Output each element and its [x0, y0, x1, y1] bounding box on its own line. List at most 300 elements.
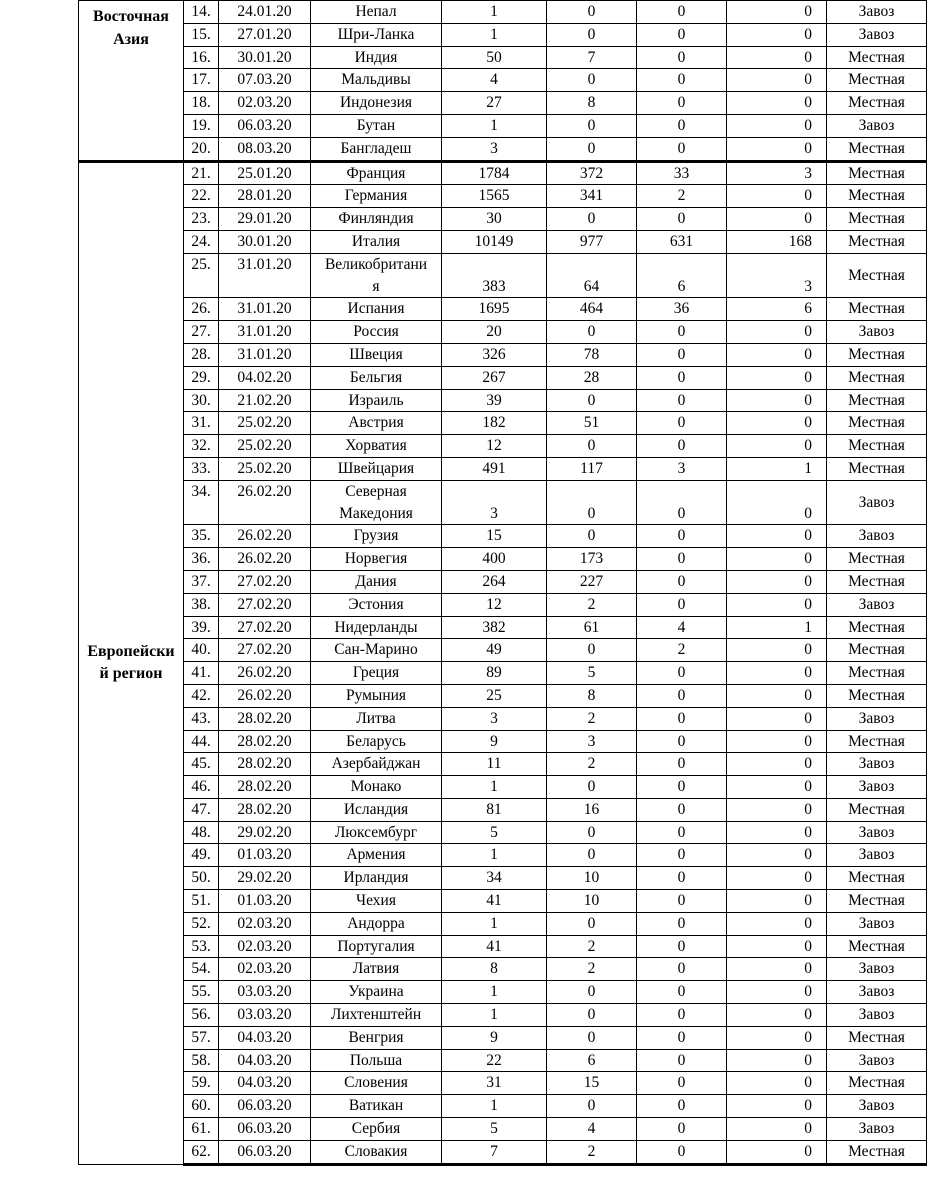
value-cell-4: 0: [727, 798, 827, 821]
value-cell-4: 0: [727, 1, 827, 24]
value-cell-3: 0: [637, 981, 727, 1004]
value-cell-2: 464: [547, 298, 637, 321]
date-cell: 26.02.20: [219, 684, 311, 707]
table-row: [79, 46, 927, 69]
row-number-cell: 22.: [184, 185, 219, 208]
date-cell: 01.03.20: [219, 844, 311, 867]
type-cell: Местная: [827, 298, 927, 321]
value-cell-1: 5: [442, 1118, 547, 1141]
row-number-cell: 54.: [184, 958, 219, 981]
value-cell-3: 4: [637, 616, 727, 639]
value-cell-3: 0: [637, 570, 727, 593]
date-cell: 31.01.20: [219, 321, 311, 344]
value-cell-1: 20: [442, 321, 547, 344]
table-row: [79, 912, 927, 935]
value-cell-4: 0: [727, 389, 827, 412]
value-cell-3: 0: [637, 1004, 727, 1027]
row-number-cell: 41.: [184, 662, 219, 685]
value-cell-3: 0: [637, 435, 727, 458]
type-cell: Местная: [827, 230, 927, 253]
row-number-cell: 16.: [184, 46, 219, 69]
value-cell-4: 0: [727, 593, 827, 616]
country-cell: Литва: [311, 707, 442, 730]
row-number-cell: 46.: [184, 776, 219, 799]
value-cell-2: 61: [547, 616, 637, 639]
country-cell: Италия: [311, 230, 442, 253]
table-row: [79, 844, 927, 867]
value-cell-4: 0: [727, 730, 827, 753]
value-cell-4: 0: [727, 662, 827, 685]
type-cell: Местная: [827, 616, 927, 639]
type-cell: Местная: [827, 435, 927, 458]
value-cell-3: 0: [637, 844, 727, 867]
date-cell: 02.03.20: [219, 935, 311, 958]
value-cell-4: 0: [727, 208, 827, 231]
value-cell-2: 0: [547, 844, 637, 867]
date-cell: 07.03.20: [219, 69, 311, 92]
date-cell: 28.02.20: [219, 730, 311, 753]
value-cell-3: 36: [637, 298, 727, 321]
value-cell-4: 0: [727, 548, 827, 571]
date-cell: 04.03.20: [219, 1072, 311, 1095]
value-cell-1: 267: [442, 366, 547, 389]
value-cell-2: 0: [547, 389, 637, 412]
value-cell-2: 372: [547, 161, 637, 185]
value-cell-1: 1: [442, 844, 547, 867]
value-cell-4: 3: [727, 253, 827, 298]
row-number-cell: 17.: [184, 69, 219, 92]
value-cell-2: 227: [547, 570, 637, 593]
value-cell-1: 7: [442, 1140, 547, 1164]
value-cell-2: 0: [547, 639, 637, 662]
value-cell-2: 6: [547, 1049, 637, 1072]
type-cell: Местная: [827, 343, 927, 366]
date-cell: 02.03.20: [219, 912, 311, 935]
date-cell: 04.03.20: [219, 1026, 311, 1049]
value-cell-4: 0: [727, 753, 827, 776]
date-cell: 21.02.20: [219, 389, 311, 412]
value-cell-3: 0: [637, 69, 727, 92]
date-cell: 02.03.20: [219, 92, 311, 115]
date-cell: 26.02.20: [219, 480, 311, 525]
date-cell: 06.03.20: [219, 1118, 311, 1141]
value-cell-3: 0: [637, 958, 727, 981]
country-cell: Нидерланды: [311, 616, 442, 639]
value-cell-3: 0: [637, 707, 727, 730]
row-number-cell: 25.: [184, 253, 219, 298]
country-cell: Хорватия: [311, 435, 442, 458]
value-cell-3: 0: [637, 46, 727, 69]
value-cell-2: 78: [547, 343, 637, 366]
value-cell-3: 0: [637, 890, 727, 913]
row-number-cell: 27.: [184, 321, 219, 344]
value-cell-2: 0: [547, 1026, 637, 1049]
value-cell-1: 81: [442, 798, 547, 821]
region-country-table: [78, 0, 927, 1166]
table-row: [79, 137, 927, 161]
row-number-cell: 49.: [184, 844, 219, 867]
table-row: [79, 730, 927, 753]
value-cell-2: 0: [547, 137, 637, 161]
type-cell: Завоз: [827, 1, 927, 24]
value-cell-4: 0: [727, 92, 827, 115]
row-number-cell: 28.: [184, 343, 219, 366]
type-cell: Местная: [827, 69, 927, 92]
table-row: [79, 1026, 927, 1049]
value-cell-2: 977: [547, 230, 637, 253]
date-cell: 28.02.20: [219, 798, 311, 821]
row-number-cell: 23.: [184, 208, 219, 231]
value-cell-2: 0: [547, 208, 637, 231]
row-number-cell: 14.: [184, 1, 219, 24]
value-cell-2: 0: [547, 480, 637, 525]
country-cell: Сербия: [311, 1118, 442, 1141]
table-row: [79, 1118, 927, 1141]
value-cell-1: 491: [442, 457, 547, 480]
date-cell: 26.02.20: [219, 548, 311, 571]
value-cell-3: 33: [637, 161, 727, 185]
value-cell-2: 173: [547, 548, 637, 571]
type-cell: Местная: [827, 798, 927, 821]
value-cell-2: 0: [547, 981, 637, 1004]
date-cell: 28.01.20: [219, 185, 311, 208]
date-cell: 27.02.20: [219, 570, 311, 593]
row-number-cell: 21.: [184, 161, 219, 185]
table-row: [79, 253, 927, 298]
value-cell-3: 0: [637, 1, 727, 24]
country-cell: Германия: [311, 185, 442, 208]
value-cell-2: 10: [547, 890, 637, 913]
value-cell-4: 0: [727, 570, 827, 593]
type-cell: Местная: [827, 867, 927, 890]
value-cell-1: 41: [442, 935, 547, 958]
date-cell: 30.01.20: [219, 46, 311, 69]
value-cell-4: 0: [727, 1072, 827, 1095]
value-cell-1: 25: [442, 684, 547, 707]
value-cell-1: 1695: [442, 298, 547, 321]
value-cell-2: 0: [547, 23, 637, 46]
type-cell: Завоз: [827, 981, 927, 1004]
date-cell: 04.03.20: [219, 1049, 311, 1072]
row-number-cell: 33.: [184, 457, 219, 480]
country-cell: Азербайджан: [311, 753, 442, 776]
table-row: [79, 412, 927, 435]
date-cell: 31.01.20: [219, 298, 311, 321]
date-cell: 25.02.20: [219, 435, 311, 458]
value-cell-4: 0: [727, 958, 827, 981]
value-cell-3: 0: [637, 208, 727, 231]
type-cell: Местная: [827, 890, 927, 913]
date-cell: 06.03.20: [219, 1095, 311, 1118]
value-cell-3: 0: [637, 867, 727, 890]
row-number-cell: 36.: [184, 548, 219, 571]
type-cell: Завоз: [827, 593, 927, 616]
row-number-cell: 30.: [184, 389, 219, 412]
table-row: [79, 639, 927, 662]
region-label-cell: Европейский регион: [79, 161, 184, 1164]
type-cell: Местная: [827, 935, 927, 958]
value-cell-3: 0: [637, 23, 727, 46]
country-cell: Швейцария: [311, 457, 442, 480]
country-cell: Лихтенштейн: [311, 1004, 442, 1027]
value-cell-3: 0: [637, 114, 727, 137]
type-cell: Местная: [827, 1072, 927, 1095]
value-cell-2: 2: [547, 958, 637, 981]
value-cell-2: 117: [547, 457, 637, 480]
value-cell-2: 0: [547, 912, 637, 935]
row-number-cell: 32.: [184, 435, 219, 458]
value-cell-4: 0: [727, 46, 827, 69]
value-cell-2: 5: [547, 662, 637, 685]
row-number-cell: 56.: [184, 1004, 219, 1027]
value-cell-1: 9: [442, 1026, 547, 1049]
value-cell-4: 0: [727, 821, 827, 844]
table-row: [79, 1004, 927, 1027]
row-number-cell: 59.: [184, 1072, 219, 1095]
region-group: [79, 1, 927, 162]
table-row: [79, 525, 927, 548]
value-cell-4: 0: [727, 366, 827, 389]
table-row: [79, 343, 927, 366]
table-row: [79, 185, 927, 208]
value-cell-3: 0: [637, 821, 727, 844]
row-number-cell: 53.: [184, 935, 219, 958]
table-row: [79, 753, 927, 776]
row-number-cell: 15.: [184, 23, 219, 46]
table-row: [79, 1140, 927, 1164]
value-cell-4: 0: [727, 867, 827, 890]
value-cell-4: 0: [727, 1026, 827, 1049]
type-cell: Местная: [827, 208, 927, 231]
value-cell-2: 0: [547, 321, 637, 344]
value-cell-4: 0: [727, 435, 827, 458]
value-cell-3: 0: [637, 684, 727, 707]
country-cell: Индонезия: [311, 92, 442, 115]
value-cell-1: 400: [442, 548, 547, 571]
value-cell-4: 0: [727, 981, 827, 1004]
value-cell-1: 41: [442, 890, 547, 913]
value-cell-1: 1: [442, 776, 547, 799]
country-cell: Исландия: [311, 798, 442, 821]
type-cell: Местная: [827, 253, 927, 298]
date-cell: 04.02.20: [219, 366, 311, 389]
value-cell-4: 0: [727, 525, 827, 548]
country-cell: Польша: [311, 1049, 442, 1072]
type-cell: Местная: [827, 730, 927, 753]
value-cell-3: 3: [637, 457, 727, 480]
value-cell-4: 0: [727, 412, 827, 435]
country-cell: Швеция: [311, 343, 442, 366]
table-row: [79, 821, 927, 844]
value-cell-1: 10149: [442, 230, 547, 253]
value-cell-1: 12: [442, 435, 547, 458]
table-row: [79, 867, 927, 890]
value-cell-2: 0: [547, 821, 637, 844]
value-cell-4: 0: [727, 844, 827, 867]
row-number-cell: 48.: [184, 821, 219, 844]
table-row: [79, 69, 927, 92]
row-number-cell: 57.: [184, 1026, 219, 1049]
table-row: [79, 161, 927, 185]
row-number-cell: 50.: [184, 867, 219, 890]
date-cell: 25.02.20: [219, 412, 311, 435]
value-cell-3: 0: [637, 935, 727, 958]
date-cell: 28.02.20: [219, 753, 311, 776]
value-cell-3: 0: [637, 1026, 727, 1049]
type-cell: Завоз: [827, 958, 927, 981]
row-number-cell: 19.: [184, 114, 219, 137]
value-cell-2: 0: [547, 114, 637, 137]
value-cell-1: 11: [442, 753, 547, 776]
table-row: [79, 114, 927, 137]
value-cell-2: 0: [547, 525, 637, 548]
date-cell: 02.03.20: [219, 958, 311, 981]
value-cell-2: 51: [547, 412, 637, 435]
row-number-cell: 24.: [184, 230, 219, 253]
row-number-cell: 26.: [184, 298, 219, 321]
table-row: [79, 707, 927, 730]
region-group: [79, 161, 927, 1164]
value-cell-2: 0: [547, 1, 637, 24]
date-cell: 31.01.20: [219, 253, 311, 298]
value-cell-3: 0: [637, 343, 727, 366]
value-cell-2: 0: [547, 1004, 637, 1027]
table-row: [79, 616, 927, 639]
row-number-cell: 38.: [184, 593, 219, 616]
table-row: [79, 457, 927, 480]
country-cell: Финляндия: [311, 208, 442, 231]
type-cell: Местная: [827, 1026, 927, 1049]
type-cell: Местная: [827, 137, 927, 161]
type-cell: Завоз: [827, 480, 927, 525]
value-cell-3: 0: [637, 776, 727, 799]
table-row: [79, 1049, 927, 1072]
value-cell-1: 1: [442, 981, 547, 1004]
row-number-cell: 55.: [184, 981, 219, 1004]
type-cell: Местная: [827, 185, 927, 208]
table-row: [79, 366, 927, 389]
value-cell-1: 49: [442, 639, 547, 662]
value-cell-4: 0: [727, 912, 827, 935]
value-cell-1: 8: [442, 958, 547, 981]
value-cell-3: 631: [637, 230, 727, 253]
value-cell-3: 0: [637, 92, 727, 115]
value-cell-1: 383: [442, 253, 547, 298]
row-number-cell: 29.: [184, 366, 219, 389]
value-cell-1: 1: [442, 1, 547, 24]
value-cell-1: 1: [442, 23, 547, 46]
value-cell-4: 168: [727, 230, 827, 253]
table-row: [79, 321, 927, 344]
country-cell: Чехия: [311, 890, 442, 913]
country-cell: Грузия: [311, 525, 442, 548]
table-row: [79, 935, 927, 958]
row-number-cell: 45.: [184, 753, 219, 776]
country-cell: Мальдивы: [311, 69, 442, 92]
value-cell-2: 4: [547, 1118, 637, 1141]
table-row: [79, 548, 927, 571]
value-cell-1: 382: [442, 616, 547, 639]
value-cell-3: 0: [637, 480, 727, 525]
type-cell: Завоз: [827, 707, 927, 730]
value-cell-4: 0: [727, 890, 827, 913]
row-number-cell: 58.: [184, 1049, 219, 1072]
value-cell-1: 1: [442, 114, 547, 137]
value-cell-1: 39: [442, 389, 547, 412]
value-cell-4: 0: [727, 776, 827, 799]
country-cell: Непал: [311, 1, 442, 24]
value-cell-1: 4: [442, 69, 547, 92]
row-number-cell: 61.: [184, 1118, 219, 1141]
value-cell-2: 0: [547, 435, 637, 458]
value-cell-4: 0: [727, 114, 827, 137]
value-cell-1: 22: [442, 1049, 547, 1072]
country-cell: Португалия: [311, 935, 442, 958]
type-cell: Завоз: [827, 821, 927, 844]
date-cell: 24.01.20: [219, 1, 311, 24]
value-cell-3: 0: [637, 412, 727, 435]
country-cell: Венгрия: [311, 1026, 442, 1049]
type-cell: Местная: [827, 457, 927, 480]
date-cell: 29.02.20: [219, 821, 311, 844]
value-cell-2: 15: [547, 1072, 637, 1095]
country-cell: Словакия: [311, 1140, 442, 1164]
row-number-cell: 44.: [184, 730, 219, 753]
table-row: [79, 92, 927, 115]
row-number-cell: 62.: [184, 1140, 219, 1164]
country-cell: Индия: [311, 46, 442, 69]
table-row: [79, 23, 927, 46]
table-row: [79, 798, 927, 821]
type-cell: Завоз: [827, 321, 927, 344]
value-cell-4: 6: [727, 298, 827, 321]
value-cell-3: 0: [637, 548, 727, 571]
value-cell-2: 0: [547, 776, 637, 799]
table-row: [79, 662, 927, 685]
value-cell-3: 0: [637, 662, 727, 685]
date-cell: 27.01.20: [219, 23, 311, 46]
value-cell-4: 3: [727, 161, 827, 185]
value-cell-2: 16: [547, 798, 637, 821]
table-row: [79, 890, 927, 913]
value-cell-2: 2: [547, 753, 637, 776]
date-cell: 27.02.20: [219, 593, 311, 616]
date-cell: 27.02.20: [219, 639, 311, 662]
value-cell-3: 0: [637, 1140, 727, 1164]
type-cell: Завоз: [827, 114, 927, 137]
type-cell: Завоз: [827, 844, 927, 867]
date-cell: 06.03.20: [219, 1140, 311, 1164]
value-cell-1: 1: [442, 1095, 547, 1118]
type-cell: Завоз: [827, 1118, 927, 1141]
date-cell: 08.03.20: [219, 137, 311, 161]
row-number-cell: 20.: [184, 137, 219, 161]
country-cell: Северная Македония: [311, 480, 442, 525]
value-cell-2: 28: [547, 366, 637, 389]
type-cell: Местная: [827, 161, 927, 185]
date-cell: 29.02.20: [219, 867, 311, 890]
country-cell: Россия: [311, 321, 442, 344]
value-cell-3: 0: [637, 753, 727, 776]
row-number-cell: 51.: [184, 890, 219, 913]
country-cell: Ватикан: [311, 1095, 442, 1118]
value-cell-3: 2: [637, 639, 727, 662]
value-cell-1: 9: [442, 730, 547, 753]
value-cell-1: 3: [442, 137, 547, 161]
row-number-cell: 35.: [184, 525, 219, 548]
value-cell-1: 5: [442, 821, 547, 844]
date-cell: 31.01.20: [219, 343, 311, 366]
